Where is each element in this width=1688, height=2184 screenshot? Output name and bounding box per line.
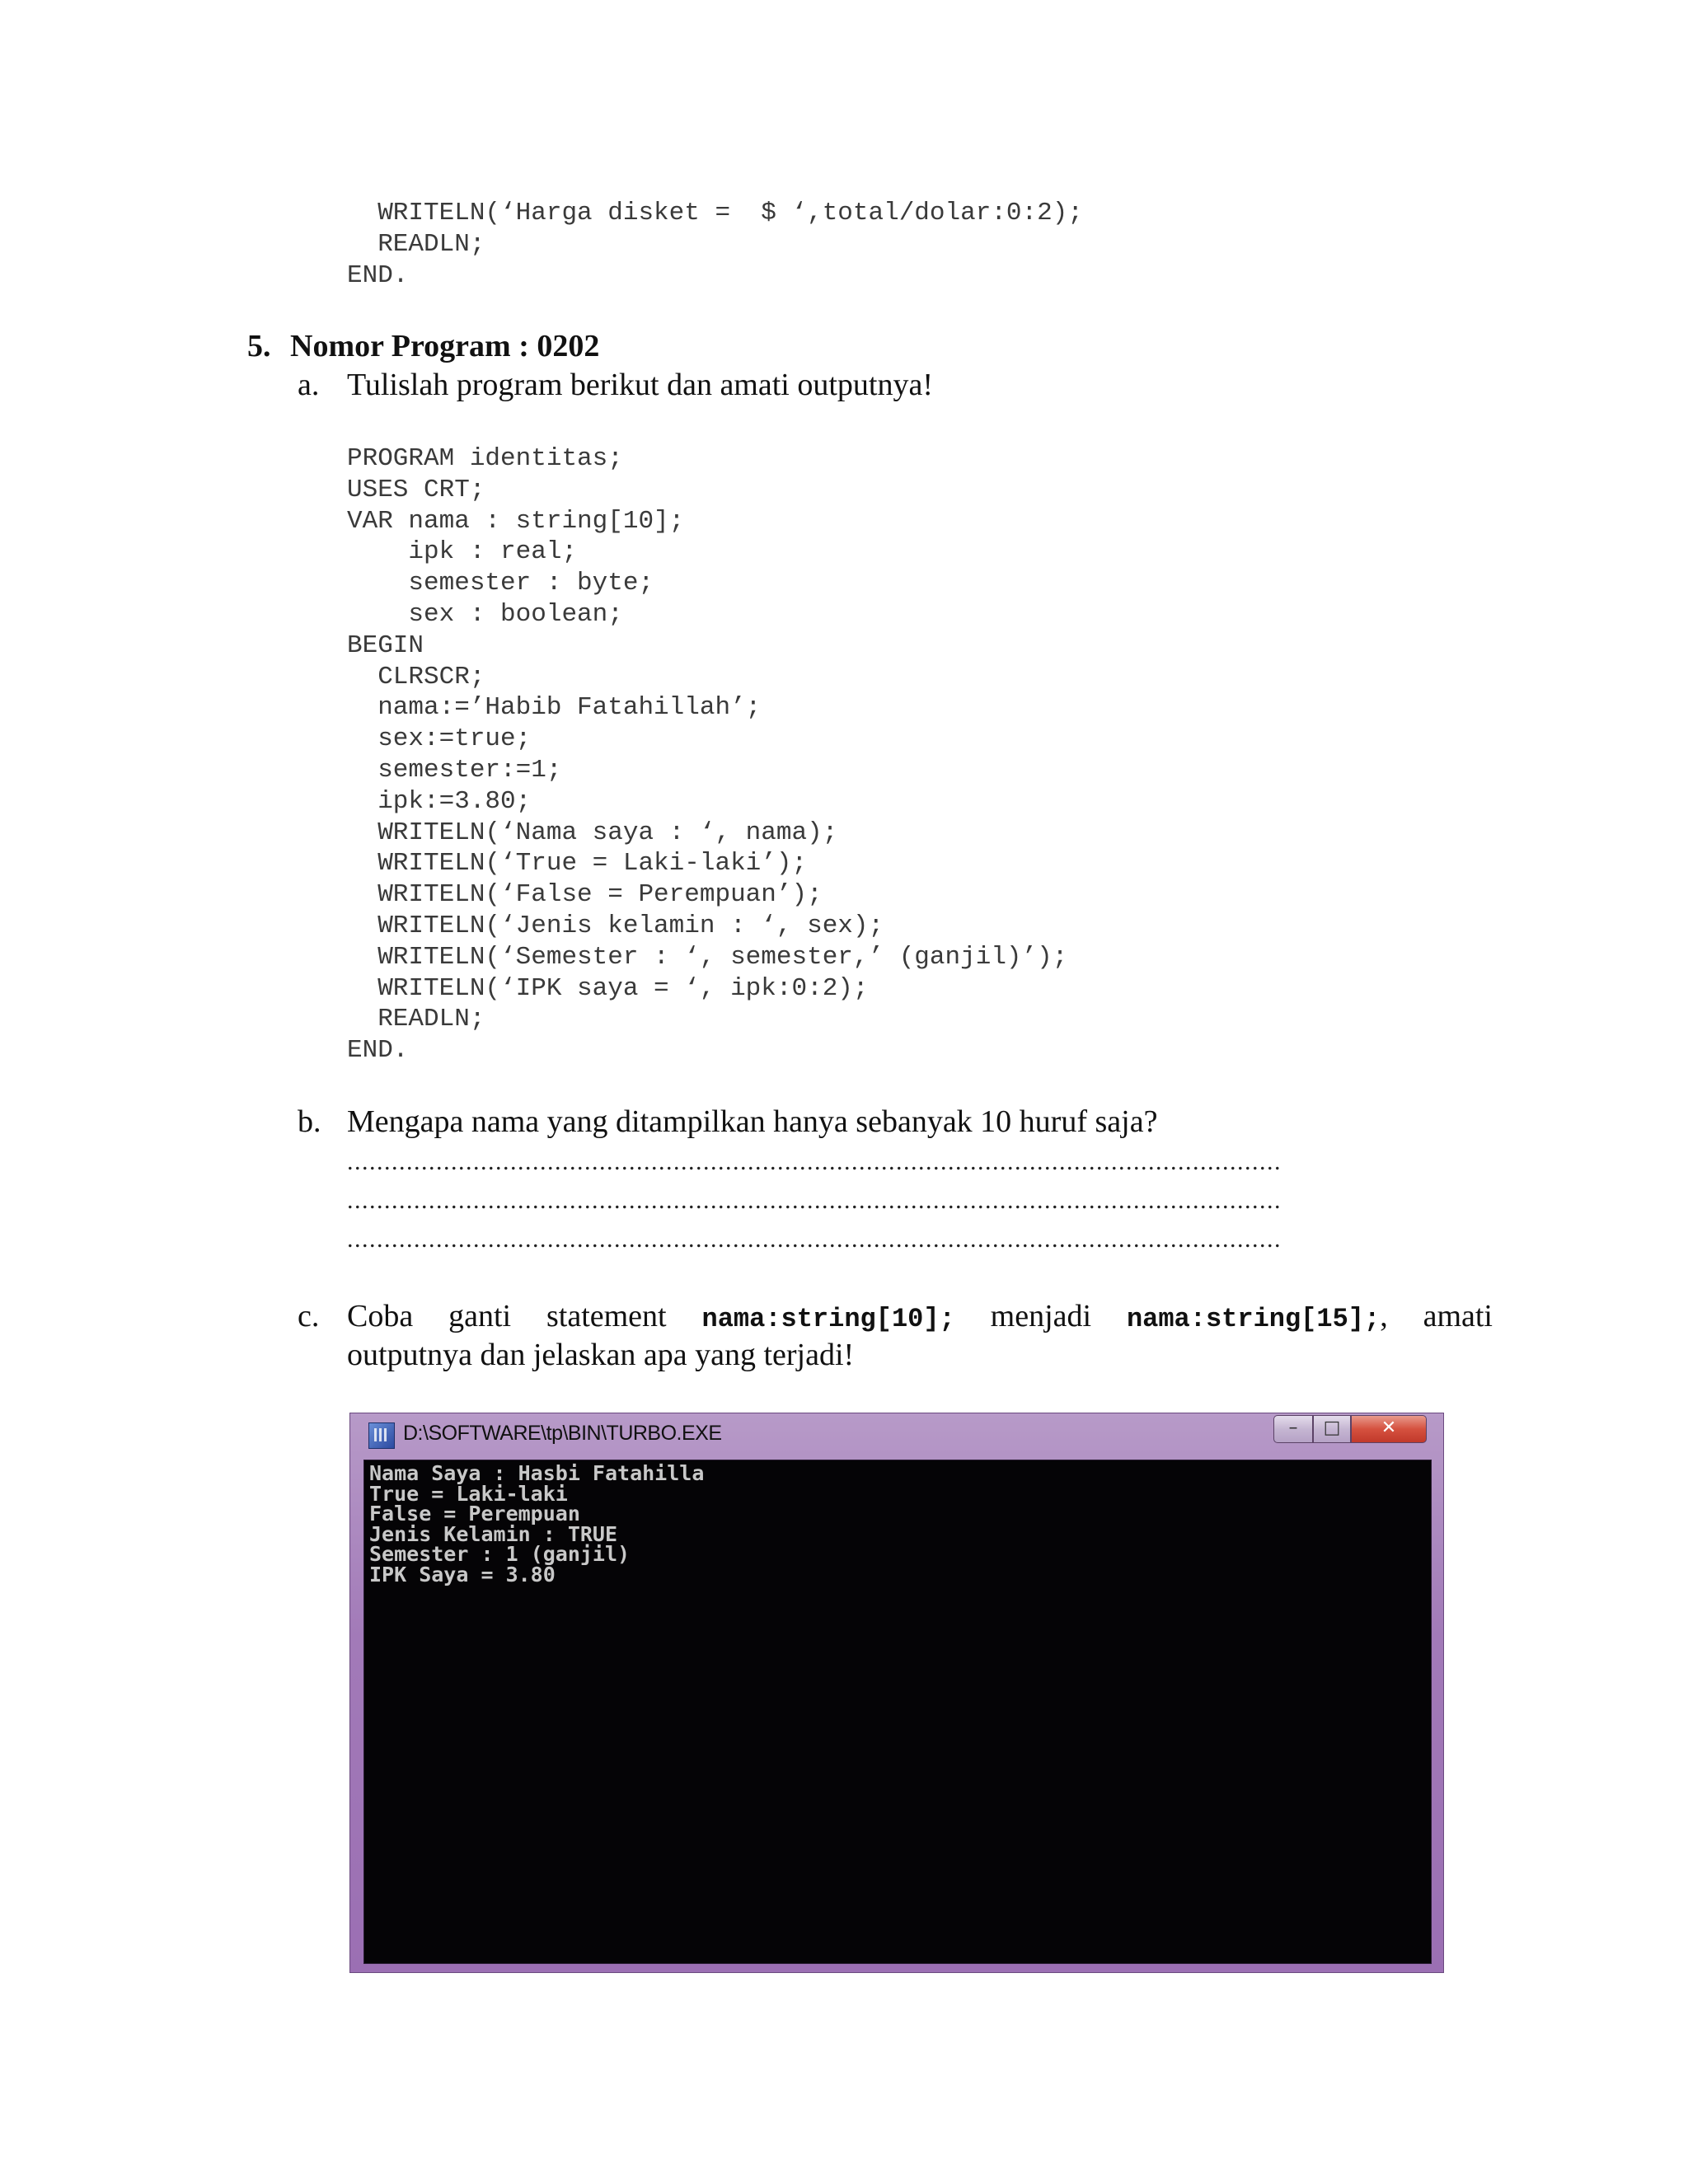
item-c: [298, 1298, 319, 1334]
item-c-word: menjadi: [990, 1299, 1092, 1333]
program-code-lines: [347, 443, 1067, 1066]
window-title: D:\SOFTWARE\tp\BIN\TURBO.EXE: [403, 1422, 722, 1445]
item-a: [298, 367, 933, 403]
code-line: nama:=’Habib Fatahillah’;: [347, 693, 762, 723]
answer-line[interactable]: ..............................................................................................................................: [347, 1226, 1282, 1253]
code-line: BEGIN: [347, 630, 424, 660]
code-line: PROGRAM identitas;: [347, 444, 623, 473]
answer-line[interactable]: ..............................................................................................................................: [347, 1148, 1282, 1175]
item-c-label: c.: [298, 1299, 320, 1333]
item-a-label: a.: [298, 368, 320, 402]
console-output-text: [369, 1461, 705, 1586]
top-code-block: [347, 198, 1083, 291]
console-line: False = Perempuan: [369, 1502, 580, 1526]
code-line: WRITELN(‘Nama saya : ‘, nama);: [347, 818, 838, 847]
maximize-button[interactable]: □: [1313, 1415, 1351, 1443]
code-line: sex : boolean;: [347, 599, 623, 629]
code-line: WRITELN(‘True = Laki-laki’);: [347, 849, 808, 879]
console-line: Nama Saya : Hasbi Fatahilla: [369, 1461, 705, 1485]
section-number: 5.: [247, 329, 271, 363]
close-button[interactable]: ✕: [1351, 1415, 1427, 1443]
console-line: Jenis Kelamin : TRUE: [369, 1521, 618, 1546]
code-line: READLN;: [347, 1005, 485, 1034]
item-b-question: Mengapa nama yang ditampilkan hanya sebanyak 10 huruf saja?: [347, 1104, 1158, 1139]
item-c-word: ganti: [448, 1299, 512, 1333]
answer-line[interactable]: ..............................................................................................................................: [347, 1187, 1282, 1214]
item-b-label: b.: [298, 1104, 321, 1139]
code-line: WRITELN(‘Semester : ‘, semester,’ (ganjil)’);: [347, 942, 1068, 972]
code-line: sex:=true;: [347, 724, 532, 754]
item-b: [298, 1104, 1158, 1140]
item-c-word: amati: [1423, 1299, 1493, 1333]
program-code-block: [347, 443, 1067, 1066]
code-line: WRITELN(‘IPK saya = ‘, ipk:0:2);: [347, 973, 869, 1003]
minimize-button[interactable]: –: [1273, 1415, 1313, 1443]
dos-window-icon[interactable]: [368, 1422, 395, 1449]
console-output-area[interactable]: [363, 1460, 1432, 1964]
code-line: VAR nama : string[10];: [347, 506, 685, 536]
code-line: READLN;: [347, 229, 485, 259]
item-c-word: Coba: [347, 1299, 414, 1333]
top-code-lines: [347, 198, 1083, 291]
code-line: WRITELN(‘Harga disket = $ ‘,total/dolar:0:2);: [347, 199, 1083, 227]
item-b-answer-area[interactable]: [347, 1142, 1291, 1258]
code-line: ipk : real;: [347, 537, 578, 567]
window-titlebar[interactable]: [350, 1413, 1445, 1460]
item-c-comma: ,: [1380, 1299, 1388, 1333]
section-title: Nomor Program : 0202: [290, 329, 600, 363]
code-line: WRITELN(‘Jenis kelamin : ‘, sex);: [347, 911, 884, 940]
code-line: END.: [347, 260, 409, 290]
console-line: Semester : 1 (ganjil): [369, 1542, 631, 1566]
item-a-text: Tulislah program berikut dan amati outputnya!: [347, 368, 933, 402]
item-c-line-1: [347, 1298, 1493, 1334]
code-line: WRITELN(‘False = Perempuan’);: [347, 880, 823, 910]
code-line: semester:=1;: [347, 755, 562, 785]
code-line: END.: [347, 1036, 409, 1066]
console-line: True = Laki-laki: [369, 1481, 568, 1506]
turbo-exe-window: [349, 1413, 1444, 1973]
code-line: semester : byte;: [347, 569, 654, 598]
code-line: CLRSCR;: [347, 662, 485, 691]
console-line: IPK Saya = 3.80: [369, 1562, 556, 1586]
item-c-line-2: outputnya dan jelaskan apa yang terjadi!: [347, 1338, 855, 1372]
section-heading: [247, 328, 599, 364]
code-line: ipk:=3.80;: [347, 786, 532, 816]
code-line: USES CRT;: [347, 475, 485, 504]
item-c-word: statement: [546, 1299, 667, 1333]
inline-code-string15: nama:string[15];: [1126, 1304, 1381, 1334]
inline-code-string10: nama:string[10];: [701, 1304, 955, 1334]
